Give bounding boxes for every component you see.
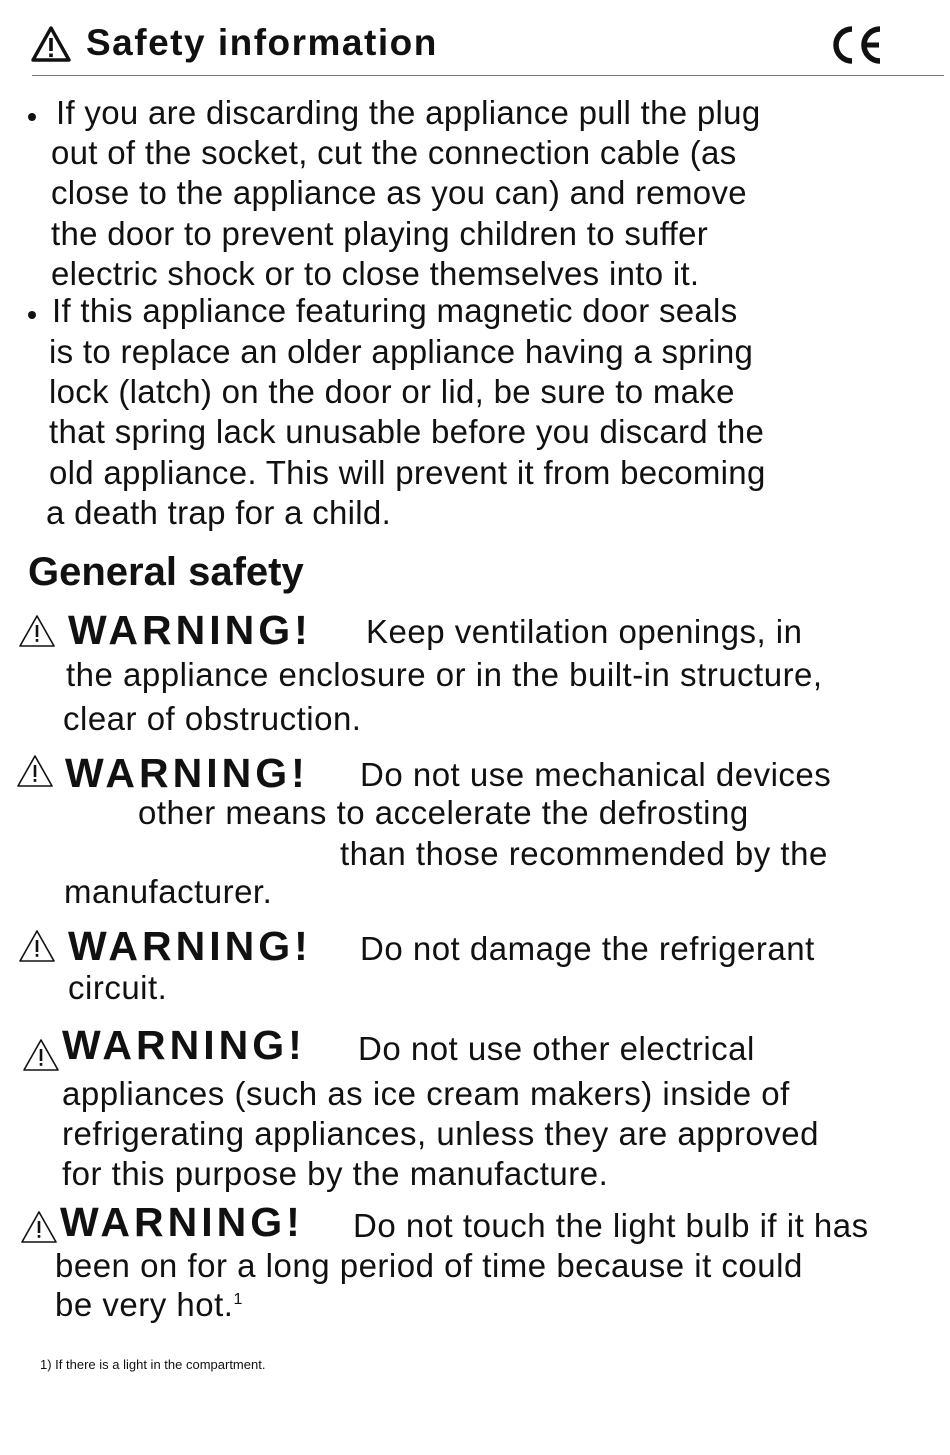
warning-label: WARNING! [68, 607, 312, 653]
warning-5-first-line: Do not touch the light bulb if it has [353, 1207, 869, 1244]
warning-triangle-icon [18, 929, 56, 963]
warning-label: WARNING! [68, 923, 312, 969]
warning-triangle-icon [16, 754, 54, 788]
warning-triangle-icon [20, 1210, 58, 1244]
bullet-2-line-4: that spring lack unusable before you discard the [49, 413, 765, 450]
warning-label: WARNING! [65, 750, 309, 796]
bullet-2-line-3: lock (latch) on the door or lid, be sure to make [49, 373, 735, 410]
bullet-1-line-2: out of the socket, cut the connection cable (as [51, 134, 737, 171]
bullet-1-line-4: the door to prevent playing children to suffer [51, 215, 709, 252]
bullet-2-line-5: old appliance. This will prevent it from becoming [49, 454, 766, 491]
warning-1-first-line: Keep ventilation openings, in [366, 613, 803, 650]
footnote-reference[interactable]: 1 [233, 1291, 243, 1308]
warning-5-line-3 [55, 1285, 243, 1325]
warning-4-line-2: appliances (such as ice cream makers) inside of [62, 1075, 790, 1112]
bullet-1-line-5: electric shock or to close themselves into it. [51, 255, 700, 292]
warning-2-line-4: manufacturer. [64, 873, 273, 910]
warning-label: WARNING! [62, 1022, 306, 1068]
bullet-2-line-2: is to replace an older appliance having a spring [49, 333, 754, 370]
header-divider [32, 75, 944, 76]
warning-2-first-line: Do not use mechanical devices [360, 756, 832, 793]
warning-5-line-3-text: be very hot. [55, 1286, 234, 1323]
warning-1-line-3: clear of obstruction. [63, 700, 362, 737]
warning-2-line-2: other means to accelerate the defrosting [138, 794, 749, 831]
bullet-dot [28, 311, 36, 319]
warning-3-first-line: Do not damage the refrigerant [360, 930, 815, 967]
warning-label: WARNING! [60, 1199, 304, 1245]
bullet-2-line-6: a death trap for a child. [46, 494, 392, 531]
warning-4-line-3: refrigerating appliances, unless they are approved [62, 1115, 819, 1152]
warning-4-first-line: Do not use other electrical [358, 1030, 755, 1067]
warning-triangle-icon [18, 614, 56, 648]
warning-4-line-4: for this purpose by the manufacture. [62, 1155, 609, 1192]
warning-triangle-icon [22, 1038, 60, 1072]
page-title: Safety information [86, 22, 438, 63]
bullet-1-line-1: If you are discarding the appliance pull the plug [56, 94, 761, 131]
section-heading: General safety [28, 550, 304, 594]
warning-3-line-2: circuit. [68, 969, 168, 1006]
ce-mark-icon [828, 24, 888, 71]
footnote: 1) If there is a light in the compartment. [40, 1357, 266, 1372]
bullet-2-line-1: If this appliance featuring magnetic door seals [52, 292, 738, 329]
warning-triangle-icon [30, 25, 72, 68]
warning-5-line-2: been on for a long period of time because it could [55, 1247, 803, 1284]
warning-2-line-3: than those recommended by the [340, 835, 828, 872]
bullet-dot [28, 113, 36, 121]
warning-1-line-2: the appliance enclosure or in the built-in structure, [66, 656, 823, 693]
bullet-1-line-3: close to the appliance as you can) and remove [51, 174, 747, 211]
